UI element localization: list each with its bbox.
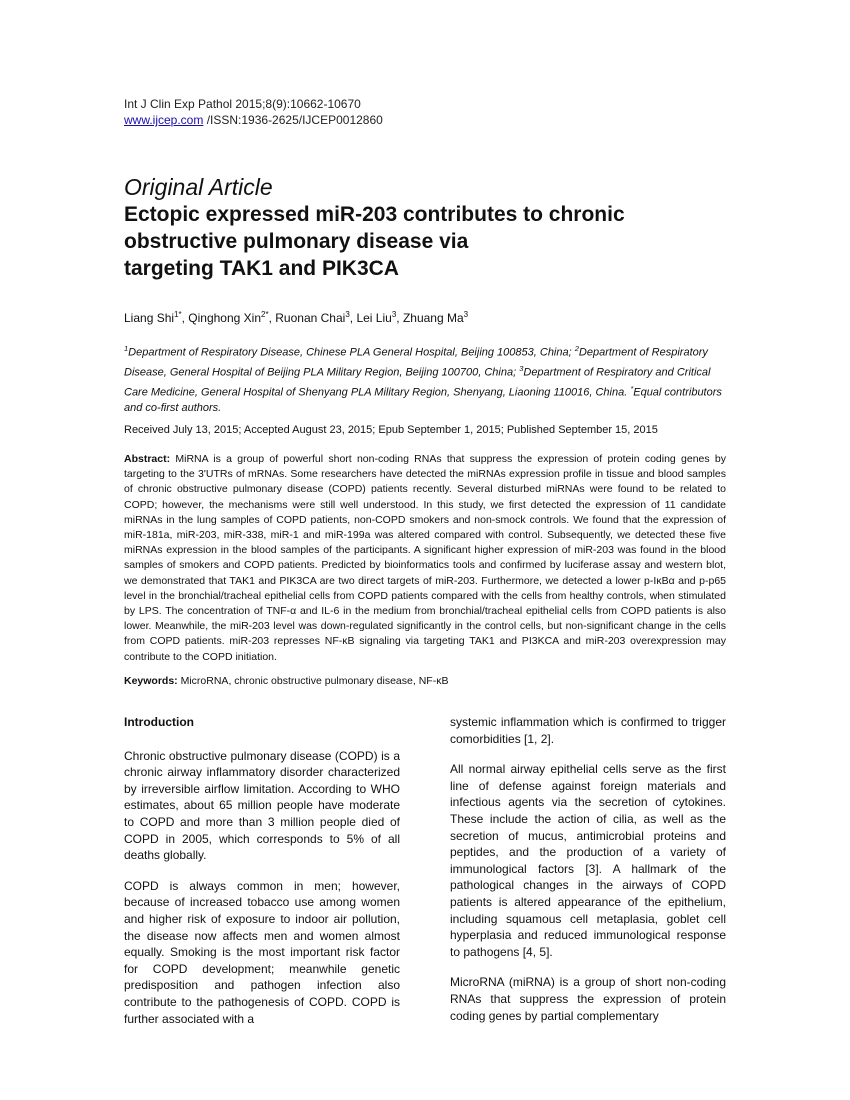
keywords-text: MicroRNA, chronic obstructive pulmonary disease, NF-κB [177, 674, 449, 687]
affiliation-text: Department of Respiratory Disease, General Hospital of Beijing PLA Military Region, Beijing 100700, China; [124, 346, 708, 379]
left-column [124, 714, 400, 1041]
body-paragraph: Chronic obstructive pulmonary disease (COPD) is a chronic airway inflammatory disorder characterized by irreversible airflow limitation. According to WHO estimates, about 65 million people have moderate to COPD and more than 3 million people died of COPD in 2005, which corresponds to 5% of all deaths globally. [124, 748, 400, 863]
author-separator: , [181, 311, 189, 325]
author-name: Ruonan Chai [275, 311, 346, 325]
keywords-label: Keywords: [124, 674, 178, 687]
abstract-label: Abstract: [124, 452, 171, 465]
author-separator: , [349, 311, 357, 325]
author-sup: 2* [261, 310, 269, 319]
author-sup: 3 [391, 310, 397, 319]
affiliation-sup: 1 [124, 344, 129, 353]
author-sup: 3 [463, 310, 469, 319]
article-type: Original Article [124, 174, 273, 200]
author-sup: 1* [174, 310, 182, 319]
abstract-text: MiRNA is a group of powerful short non-coding RNAs that suppress the expression of protein coding genes by targeting to the 3'UTRs of mRNAs. Some researchers have detected the miRNAs expression profile in tissue and blood samples of chronic obstructive pulmonary disease (COPD) patients recently. Several disturbed miRNAs were found to be related to COPD; however, the mechanisms were still well understood. In this study, we first detected the expression of 11 candidate miRNAs in the lung samples of COPD patients, non-COPD smokers and non-smock controls. We found that the expression of miR-181a, miR-203, miR-338, miR-1 and miR-199a was altered compared with control. Subsequently, we detected these five miRNAs expression in the blood samples of the participants. A significant higher expression of miR-203 was found in the blood samples of smokers and COPD patients. Predicted by bioinformatics tools and confirmed by luciferase assay and western blot, we demonstrated that TAK1 and PIK3CA are two direct targets of miR-203. Furthermore, we detected a lower p-IκBα and p-p65 level in the bronchial/tracheal epithelial cells from COPD patients compared with the cells from healthy controls, when stimulated by LPS. The concentration of TNF-α and IL-6 in the medium from bronchial/tracheal epithelial cells from COPD patients is also lower. Meanwhile, the miR-203 level was down-regulated significantly in the control cells, but non-significant change in the cells from COPD patients. miR-203 represses NF-κB signaling via targeting TAK1 and PI3KCA and miR-203 overexpression may contribute to the COPD initiation. [124, 452, 726, 663]
right-column [450, 714, 726, 1041]
affiliation-text: Department of Respiratory and Critical Care Medicine, General Hospital of Shenyang PLA Military Region, Shenyang, Liaoning 110016, China. [124, 366, 711, 399]
citation-line: Int J Clin Exp Pathol 2015;8(9):10662-10670 [124, 97, 361, 111]
introduction-heading: Introduction [124, 715, 194, 729]
affiliation-text: Equal contributors and co-first authors. [124, 386, 722, 415]
affiliation-sup: 2 [574, 344, 579, 353]
author-sup: 3 [345, 310, 350, 319]
author-separator: , [396, 311, 403, 325]
author-list [124, 307, 726, 326]
article-title [124, 201, 726, 282]
journal-site-link[interactable]: www.ijcep.com [124, 113, 204, 127]
title-line-1: Ectopic expressed miR-203 contributes to chronic [124, 203, 625, 226]
affiliation-sup: 3 [519, 364, 524, 374]
publication-dates: Received July 13, 2015; Accepted August 23, 2015; Epub September 1, 2015; Published September 15, 2015 [124, 423, 658, 436]
author-name: Liang Shi [124, 311, 175, 325]
author-name: Zhuang Ma [402, 311, 464, 325]
title-line-2: obstructive pulmonary disease via [124, 230, 469, 253]
body-columns [124, 714, 726, 1041]
author-name: Lei Liu [356, 311, 392, 325]
body-paragraph: MicroRNA (miRNA) is a group of short non-coding RNAs that suppress the expression of protein coding genes by partial complementary [450, 975, 726, 1023]
issn-text: /ISSN:1936-2625/IJCEP0012860 [203, 113, 383, 127]
journal-header [124, 96, 726, 128]
author-separator: , [268, 311, 276, 325]
issn-line [124, 112, 726, 128]
article-page [124, 96, 726, 1026]
affiliations [124, 341, 726, 417]
affiliation-text: Department of Respiratory Disease, Chinese PLA General Hospital, Beijing 100853, China; [128, 346, 575, 359]
affiliation-sup: * [630, 384, 634, 394]
body-paragraph: systemic inflammation which is confirmed to trigger comorbidities [1, 2]. [450, 715, 726, 746]
title-line-3: targeting TAK1 and PIK3CA [124, 257, 399, 280]
body-paragraph: COPD is always common in men; however, because of increased tobacco use among women and higher risk of exposure to indoor air pollution, the disease now affects men and women almost equally. Smoking is the most important risk factor for COPD development; meanwhile genetic predisposition and pathogen infection also contribute to the pathogenesis of COPD. COPD is further associated with a [124, 878, 400, 1026]
author-name: Qinghong Xin [188, 311, 262, 325]
keywords [124, 674, 726, 689]
abstract [124, 452, 726, 665]
body-paragraph: All normal airway epithelial cells serve as the first line of defense against foreign materials and infectious agents via the secretion of cytokines. These include the action of cilia, as well as the secretion of mucus, antimicrobial proteins and peptides, and the production of a variety of immunological factors [3]. A hallmark of the pathological changes in the airways of COPD patients is altered appearance of the epithelium, including squamous cell metaplasia, goblet cell hyperplasia and reduced immunological response to pathogens [4, 5]. [450, 762, 726, 959]
